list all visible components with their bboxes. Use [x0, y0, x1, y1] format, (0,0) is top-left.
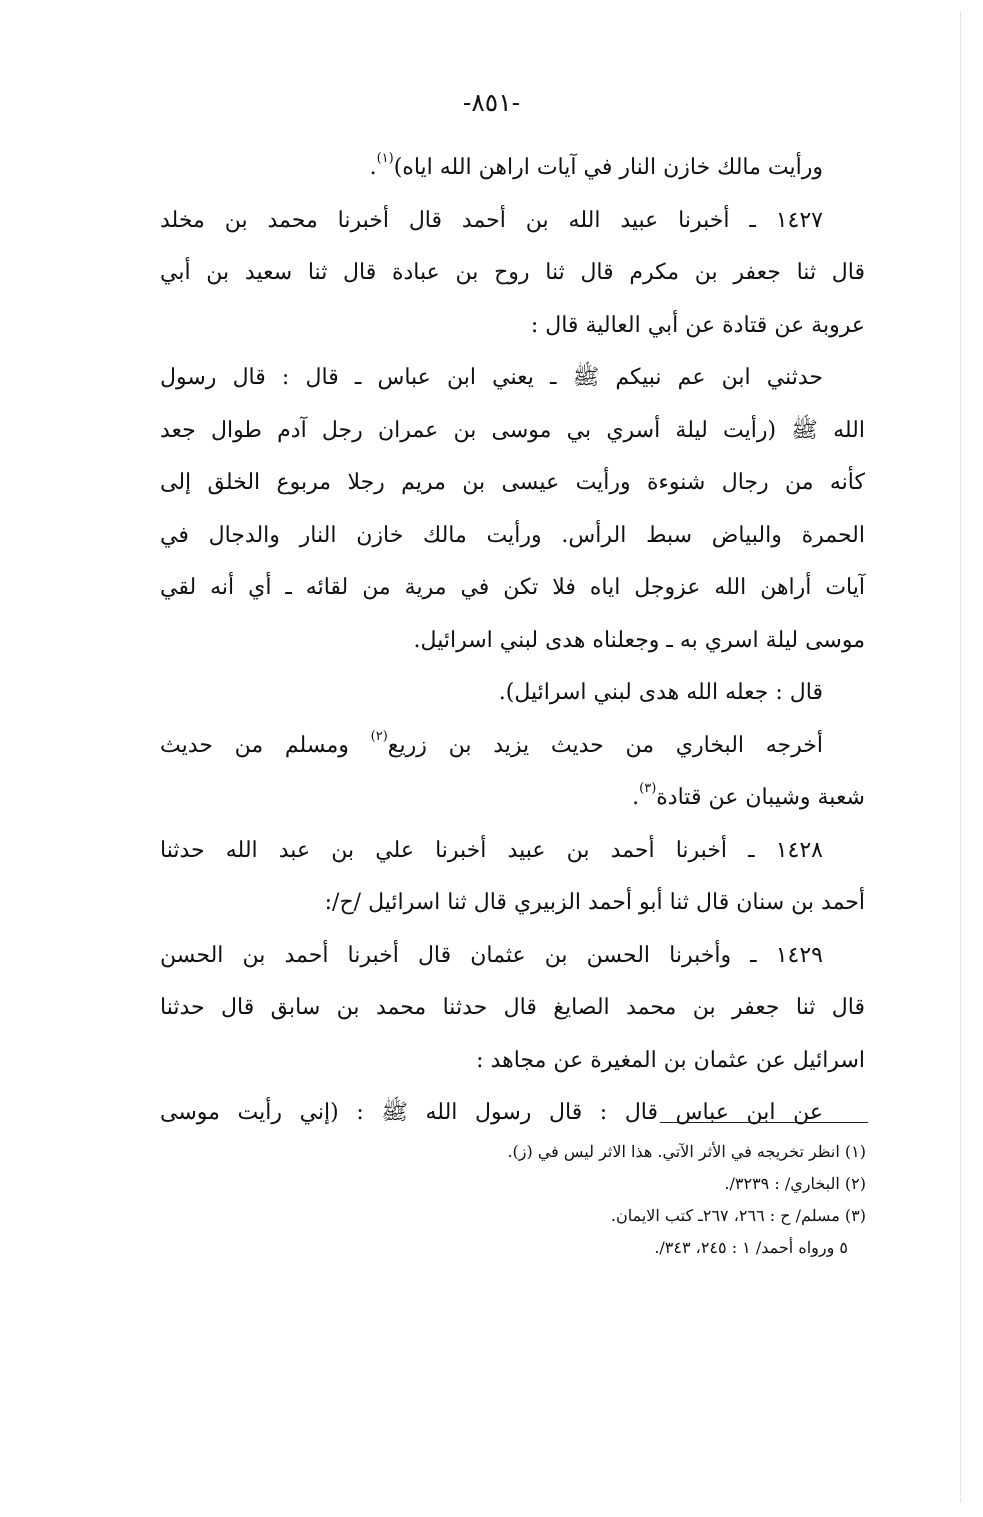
matn-line-4: الحمرة والبياض سبط الرأس. ورأيت مالك خازن النار والدجال في — [160, 522, 865, 548]
text-run: أخرجه البخاري من حديث يزيد بن زريع — [387, 732, 824, 758]
main-text — [160, 142, 865, 1140]
hadith-1428-line-2: أحمد بن سنان قال ثنا أبو أحمد الزبيري قال ثنا اسرائيل /ح/: — [324, 890, 865, 915]
footnote-3-addendum: ٥ ورواه أحمد/ ١ : ٢٤٥، ٣٤٣/. — [654, 1238, 848, 1257]
text-run: ومسلم من حديث — [160, 732, 371, 758]
footnote-ref-2: (٢) — [370, 728, 388, 744]
matn-last-line: عن ابن عباس قال : قال رسول الله ﷺ : (إني رأيت موسى — [160, 1100, 823, 1125]
hadith-1427-line-3: عروبة عن قتادة عن أبي العالية قال : — [530, 312, 865, 338]
matn-line-5: آيات أراهن الله عزوجل اياه فلا تكن في مرية من لقائه ـ أي أنه لقي — [160, 575, 865, 600]
matn-line-6: موسى ليلة اسري به ـ وجعلناه هدى لبني اسرائيل. — [413, 627, 865, 653]
footnote-separator — [660, 1122, 868, 1123]
takhrij-line-1 — [160, 720, 865, 773]
page-number: -٨٥١- — [462, 88, 521, 117]
paragraph-closing-previous — [160, 142, 865, 195]
scan-edge-line — [960, 12, 961, 1502]
footnote-3: (٣) مسلم/ ح : ٢٦٦، ٢٦٧ـ كتب الايمان. — [610, 1206, 866, 1225]
matn-line-2: الله ﷺ (رأيت ليلة أسري بي موسى بن عمران رجل آدم طوال جعد — [160, 417, 865, 443]
text-run: شعبة وشيبان عن قتادة — [656, 785, 865, 810]
hadith-1427-line-2: قال ثنا جعفر بن مكرم قال ثنا روح بن عبادة قال ثنا سعيد بن أبي — [160, 260, 865, 285]
hadith-1428-line-1: ١٤٢٨ ـ أخبرنا أحمد بن عبيد أخبرنا علي بن عبد الله حدثنا — [160, 837, 823, 863]
hadith-1427-line-1: ١٤٢٧ ـ أخبرنا عبيد الله بن أحمد قال أخبرنا محمد بن مخلد — [160, 207, 823, 233]
takhrij-line-2 — [160, 772, 865, 825]
text-run: ورأيت مالك خازن النار في آيات اراهن الله اياه) — [393, 155, 823, 180]
text-run: . — [369, 155, 377, 180]
footnote-1: (١) انظر تخريجه في الأثر الآتي. هذا الاثر ليس في (ز). — [507, 1142, 866, 1161]
footnotes — [300, 1136, 866, 1264]
hadith-1429-line-2: قال ثنا جعفر بن محمد الصايغ قال حدثنا محمد بن سابق قال حدثنا — [160, 995, 865, 1020]
matn-line-3: كأنه من رجال شنوءة ورأيت عيسى بن مريم رجلا مربوع الخلق إلى — [160, 470, 865, 495]
hadith-1429-line-3: اسرائيل عن عثمان بن المغيرة عن مجاهد : — [476, 1047, 865, 1073]
footnote-2: (٢) البخاري/ : ٣٢٣٩/. — [724, 1174, 866, 1193]
text-run: . — [632, 785, 640, 810]
quote-line: قال : جعله الله هدى لبني اسرائيل). — [498, 680, 823, 705]
hadith-1429-line-1: ١٤٢٩ ـ وأخبرنا الحسن بن عثمان قال أخبرنا أحمد بن الحسن — [160, 942, 823, 968]
matn-line-1: حدثني ابن عم نبيكم ﷺ ـ يعني ابن عباس ـ قال : قال رسول — [160, 365, 824, 390]
footnote-ref-1: (١) — [376, 151, 394, 166]
footnote-ref-3: (٣) — [639, 781, 657, 796]
